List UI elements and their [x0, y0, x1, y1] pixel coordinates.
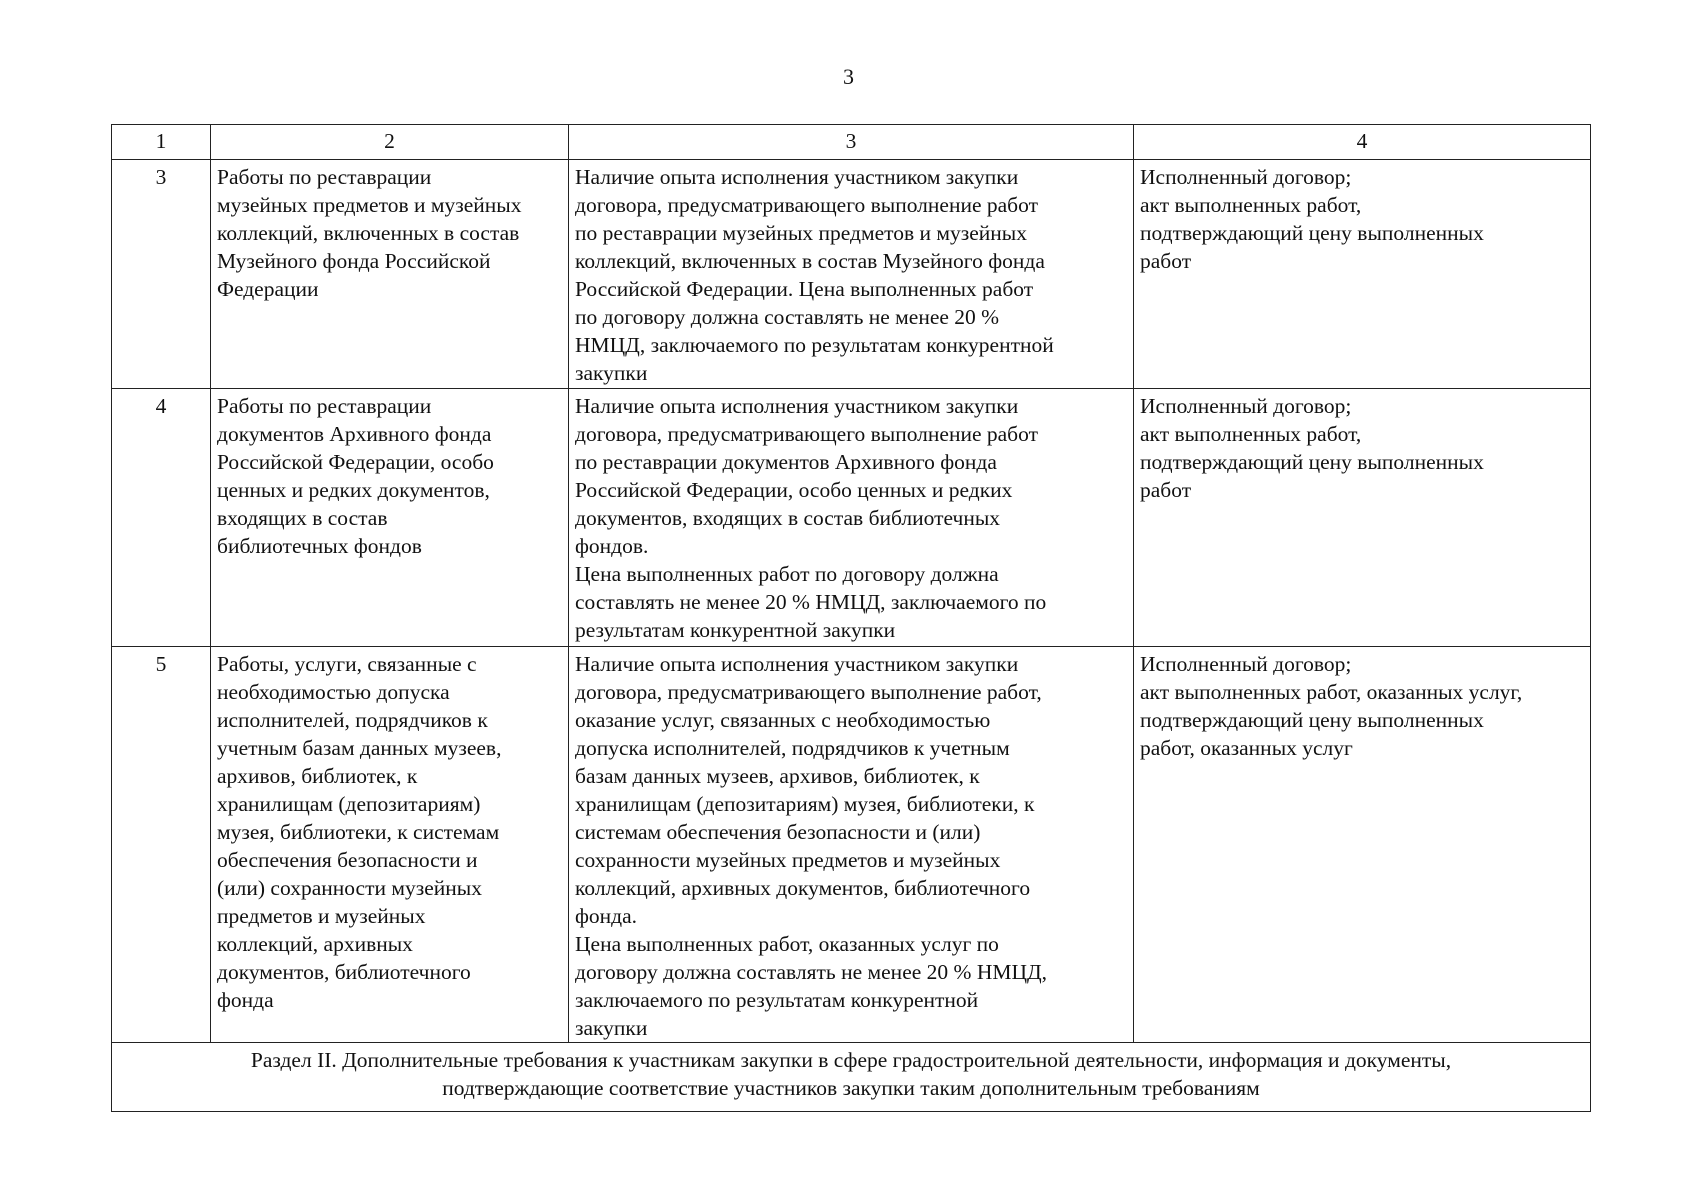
work-type-cell [211, 647, 569, 1043]
work-type-cell-line: Работы по реставрации [217, 165, 432, 189]
work-type-cell-line: обеспечения безопасности и [217, 848, 478, 872]
requirement-cell-line: Цена выполненных работ по договору должна [575, 562, 999, 586]
documents-cell-line: работ, оказанных услуг [1140, 736, 1353, 760]
work-type-cell-line: учетным базам данных музеев, [217, 736, 502, 760]
documents-cell-line: акт выполненных работ, [1140, 422, 1362, 446]
section-heading-line: Раздел II. Дополнительные требования к участникам закупки в сфере градостроительной деятельности, информация и документы, [250, 1048, 1452, 1072]
documents-cell-line: работ [1140, 249, 1192, 273]
section-heading-row [112, 1043, 1591, 1112]
header-cell-3: 3 [569, 125, 1134, 160]
requirement-cell-line: по реставрации документов Архивного фонда [575, 450, 997, 474]
work-type-cell-line: документов, библиотечного [217, 960, 471, 984]
work-type-cell-line: фонда [217, 988, 274, 1012]
requirement-cell-line: фонда. [575, 904, 638, 928]
requirement-cell [569, 389, 1134, 647]
requirement-cell-line: коллекций, включенных в состав Музейного фонда [575, 249, 1045, 273]
requirement-cell-line: закупки [575, 361, 648, 385]
row-number-cell: 5 [112, 647, 211, 1043]
requirement-cell-line: Российской Федерации, особо ценных и редких [575, 478, 1013, 502]
documents-cell-line: акт выполненных работ, [1140, 193, 1362, 217]
requirement-cell-line: заключаемого по результатам конкурентной [575, 988, 979, 1012]
work-type-cell-line: коллекций, включенных в состав [217, 221, 520, 245]
documents-cell-line: Исполненный договор; [1140, 394, 1352, 418]
requirement-cell [569, 647, 1134, 1043]
work-type-cell-line: архивов, библиотек, к [217, 764, 418, 788]
requirement-cell-line: по договору должна составлять не менее 20 % [575, 305, 1000, 329]
work-type-cell [211, 389, 569, 647]
documents-cell-line: подтверждающий цену выполненных [1140, 708, 1484, 732]
requirement-cell-line: оказание услуг, связанных с необходимостью [575, 708, 991, 732]
requirement-cell-line: Российской Федерации. Цена выполненных работ [575, 277, 1034, 301]
work-type-cell-line: Российской Федерации, особо [217, 450, 494, 474]
requirement-cell-line: по реставрации музейных предметов и музейных [575, 221, 1027, 245]
documents-cell-line: работ [1140, 478, 1192, 502]
header-cell-2: 2 [211, 125, 569, 160]
documents-cell-line: Исполненный договор; [1140, 652, 1352, 676]
work-type-cell-line: коллекций, архивных [217, 932, 413, 956]
requirement-cell-line: закупки [575, 1016, 648, 1040]
table-row [112, 160, 1591, 389]
requirement-cell-line: договора, предусматривающего выполнение работ [575, 193, 1038, 217]
header-cell-4: 4 [1134, 125, 1591, 160]
section-heading [112, 1043, 1591, 1112]
work-type-cell-line: (или) сохранности музейных [217, 876, 482, 900]
requirement-cell-line: фондов. [575, 534, 649, 558]
requirement-cell-line: результатам конкурентной закупки [575, 618, 896, 642]
work-type-cell [211, 160, 569, 389]
documents-cell [1134, 389, 1591, 647]
page-number: 3 [843, 64, 854, 89]
work-type-cell-line: Музейного фонда Российской [217, 249, 491, 273]
work-type-cell-line: Работы, услуги, связанные с [217, 652, 477, 676]
work-type-cell-line: необходимостью допуска [217, 680, 450, 704]
requirement-cell-line: хранилищам (депозитариям) музея, библиотеки, к [575, 792, 1035, 816]
documents-cell [1134, 647, 1591, 1043]
requirement-cell-line: сохранности музейных предметов и музейных [575, 848, 1001, 872]
work-type-cell-line: ценных и редких документов, [217, 478, 490, 502]
header-cell-1: 1 [112, 125, 211, 160]
documents-cell-line: акт выполненных работ, оказанных услуг, [1140, 680, 1523, 704]
documents-cell [1134, 160, 1591, 389]
work-type-cell-line: входящих в состав [217, 506, 388, 530]
documents-cell-line: подтверждающий цену выполненных [1140, 221, 1484, 245]
work-type-cell-line: хранилищам (депозитариям) [217, 792, 481, 816]
table-row [112, 389, 1591, 647]
requirement-cell-line: Наличие опыта исполнения участником закупки [575, 394, 1019, 418]
row-number-cell: 3 [112, 160, 211, 389]
requirement-cell-line: допуска исполнителей, подрядчиков к учетным [575, 736, 1010, 760]
requirement-cell-line: НМЦД, заключаемого по результатам конкурентной [575, 333, 1054, 357]
row-number-cell: 4 [112, 389, 211, 647]
requirement-cell-line: документов, входящих в состав библиотечных [575, 506, 1001, 530]
work-type-cell-line: Федерации [217, 277, 319, 301]
table-row [112, 647, 1591, 1043]
requirement-cell-line: договора, предусматривающего выполнение работ, [575, 680, 1042, 704]
requirement-cell-line: Цена выполненных работ, оказанных услуг по [575, 932, 999, 956]
documents-cell-line: подтверждающий цену выполненных [1140, 450, 1484, 474]
work-type-cell-line: музея, библиотеки, к системам [217, 820, 500, 844]
requirement-cell-line: системам обеспечения безопасности и (или) [575, 820, 981, 844]
work-type-cell-line: документов Архивного фонда [217, 422, 492, 446]
requirement-cell-line: договору должна составлять не менее 20 % НМЦД, [575, 960, 1048, 984]
work-type-cell-line: библиотечных фондов [217, 534, 422, 558]
requirement-cell-line: Наличие опыта исполнения участником закупки [575, 652, 1019, 676]
requirement-cell-line: договора, предусматривающего выполнение работ [575, 422, 1038, 446]
work-type-cell-line: предметов и музейных [217, 904, 426, 928]
requirement-cell-line: Наличие опыта исполнения участником закупки [575, 165, 1019, 189]
requirement-cell [569, 160, 1134, 389]
documents-cell-line: Исполненный договор; [1140, 165, 1352, 189]
work-type-cell-line: музейных предметов и музейных [217, 193, 522, 217]
requirement-cell-line: коллекций, архивных документов, библиотечного [575, 876, 1031, 900]
section-heading-line: подтверждающие соответствие участников закупки таким дополнительным требованиям [442, 1076, 1260, 1100]
requirement-cell-line: составлять не менее 20 % НМЦД, заключаемого по [575, 590, 1047, 614]
work-type-cell-line: исполнителей, подрядчиков к [217, 708, 488, 732]
table-header-row [112, 125, 1591, 160]
requirements-table [111, 124, 1591, 1112]
requirement-cell-line: базам данных музеев, архивов, библиотек, к [575, 764, 980, 788]
work-type-cell-line: Работы по реставрации [217, 394, 432, 418]
